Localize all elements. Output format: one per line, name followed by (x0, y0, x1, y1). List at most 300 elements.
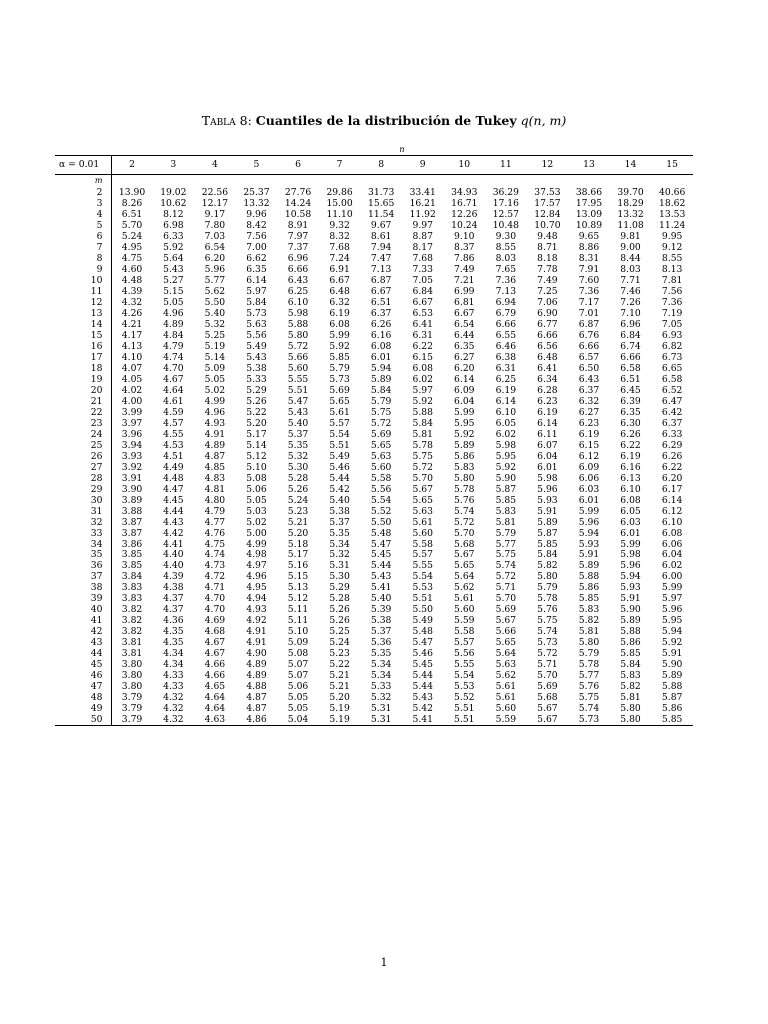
m-value-cell: 36 (55, 560, 111, 571)
quantile-cell: 4.05 (121, 373, 143, 385)
table-row (55, 692, 693, 703)
m-value-cell: 7 (55, 242, 111, 253)
quantile-cell: 11.92 (409, 208, 436, 220)
quantile-cell: 5.58 (412, 538, 433, 550)
quantile-cell: 5.05 (287, 703, 309, 715)
quantile-cell: 8.55 (495, 241, 517, 253)
quantile-cell: 6.25 (287, 285, 309, 297)
quantile-cell: 5.91 (537, 505, 558, 517)
quantile-cell: 4.55 (163, 428, 184, 440)
table-row (55, 264, 693, 275)
quantile-cell: 6.41 (537, 362, 558, 374)
quantile-cell: 5.74 (578, 703, 600, 715)
quantile-cell: 6.35 (246, 263, 267, 275)
quantile-cell: 5.34 (329, 538, 350, 550)
table-row (55, 396, 693, 407)
quantile-cell: 5.70 (495, 593, 517, 605)
quantile-cell: 6.27 (454, 351, 475, 363)
quantile-cell: 4.87 (204, 450, 226, 462)
quantile-cell: 33.41 (409, 187, 436, 198)
quantile-cell: 9.67 (370, 219, 392, 231)
quantile-cell: 7.49 (537, 274, 558, 286)
quantile-cell: 6.81 (454, 296, 475, 308)
quantile-cell: 8.13 (661, 263, 683, 275)
quantile-cell: 5.57 (454, 637, 475, 649)
quantile-cell: 6.46 (495, 340, 517, 352)
quantile-cell: 3.81 (121, 637, 143, 649)
quantile-cell: 6.99 (454, 285, 475, 297)
quantile-cell: 5.28 (329, 593, 350, 605)
quantile-cell: 5.54 (329, 428, 350, 440)
quantile-cell: 4.37 (163, 593, 184, 605)
quantile-cell: 5.22 (329, 659, 350, 671)
quantile-cell: 8.44 (620, 252, 641, 264)
quantile-cell: 7.56 (246, 230, 267, 242)
quantile-cell: 8.32 (329, 230, 350, 242)
quantile-cell: 5.80 (620, 703, 641, 715)
table-row (55, 506, 693, 517)
quantile-cell: 8.12 (163, 208, 184, 220)
m-value-cell: 27 (55, 462, 111, 473)
quantile-cell: 4.92 (246, 615, 267, 627)
quantile-cell: 6.96 (287, 252, 309, 264)
quantile-cell: 3.85 (121, 560, 143, 572)
quantile-cell: 9.96 (246, 208, 267, 220)
quantile-cell: 5.57 (329, 417, 350, 429)
quantile-cell: 6.52 (661, 384, 683, 396)
quantile-cell: 4.81 (204, 483, 226, 495)
quantile-cell: 5.93 (578, 538, 600, 550)
quantile-cell: 5.48 (412, 626, 433, 638)
quantile-cell: 4.32 (163, 692, 184, 704)
quantile-cell: 5.92 (454, 428, 475, 440)
quantile-cell: 5.85 (495, 494, 517, 506)
quantile-cell: 5.22 (246, 406, 267, 418)
quantile-cell: 5.66 (495, 626, 517, 638)
table-row (55, 429, 693, 440)
quantile-cell: 6.34 (537, 373, 558, 385)
quantile-cell: 9.10 (454, 230, 475, 242)
quantile-cell: 11.10 (326, 208, 353, 220)
quantile-cell: 4.90 (246, 648, 267, 660)
quantile-cell: 5.02 (246, 516, 267, 528)
quantile-cell: 6.10 (661, 516, 683, 528)
quantile-cell: 6.31 (495, 362, 517, 374)
quantile-cell: 5.99 (620, 538, 641, 550)
quantile-cell: 5.29 (246, 384, 267, 396)
quantile-cell: 7.25 (537, 285, 558, 297)
quantile-cell: 5.51 (444, 714, 486, 725)
n-header-cell: 13 (568, 156, 610, 175)
quantile-cell: 5.15 (163, 285, 184, 297)
quantile-cell: 5.05 (163, 296, 184, 308)
n-header-cell: 10 (444, 156, 486, 175)
table-row (55, 626, 693, 637)
quantile-cell: 5.96 (537, 483, 558, 495)
m-value-cell: 32 (55, 517, 111, 528)
quantile-cell: 8.55 (661, 252, 683, 264)
m-value-cell: 44 (55, 648, 111, 659)
m-value-cell: 47 (55, 681, 111, 692)
quantile-cell: 5.63 (412, 505, 433, 517)
quantile-cell: 7.21 (454, 274, 475, 286)
quantile-cell: 5.80 (578, 637, 600, 649)
quantile-cell: 5.14 (204, 351, 226, 363)
table-row (55, 637, 693, 648)
m-value-cell: 17 (55, 352, 111, 363)
quantile-cell: 6.08 (412, 362, 433, 374)
quantile-cell: 3.85 (121, 549, 143, 561)
quantile-cell: 17.16 (492, 197, 519, 209)
quantile-cell: 6.15 (412, 351, 433, 363)
quantile-cell: 5.06 (246, 483, 267, 495)
quantile-cell: 7.78 (537, 263, 558, 275)
quantile-cell: 4.74 (204, 549, 226, 561)
table-row (55, 440, 693, 451)
quantile-cell: 6.66 (287, 263, 309, 275)
quantile-cell: 6.58 (661, 373, 683, 385)
quantile-cell: 5.63 (370, 450, 392, 462)
quantile-cell: 5.75 (578, 692, 600, 704)
quantile-cell: 5.99 (454, 406, 475, 418)
quantile-cell: 4.70 (204, 604, 226, 616)
quantile-cell: 5.60 (370, 461, 392, 473)
quantile-cell: 5.64 (495, 648, 517, 660)
quantile-cell: 13.32 (243, 197, 270, 209)
quantile-cell: 5.95 (454, 417, 475, 429)
table-row (55, 648, 693, 659)
quantile-cell: 5.44 (370, 560, 392, 572)
quantile-cell: 4.61 (163, 395, 184, 407)
quantile-cell: 6.20 (204, 252, 226, 264)
quantile-cell: 5.39 (370, 604, 392, 616)
quantile-cell: 6.06 (661, 538, 683, 550)
quantile-cell: 5.73 (537, 637, 558, 649)
quantile-cell: 6.37 (578, 384, 600, 396)
quantile-cell: 3.92 (121, 461, 143, 473)
m-value-cell: 40 (55, 604, 111, 615)
quantile-cell: 6.11 (537, 428, 558, 440)
quantile-cell: 5.41 (402, 714, 444, 725)
quantile-cell: 7.94 (370, 241, 392, 253)
quantile-cell: 5.47 (370, 538, 392, 550)
quantile-cell: 7.97 (287, 230, 309, 242)
quantile-cell: 4.65 (204, 681, 226, 693)
n-header-cell: 11 (485, 156, 527, 175)
quantile-cell: 5.92 (495, 461, 517, 473)
quantile-cell: 7.86 (454, 252, 475, 264)
quantile-cell: 6.51 (370, 296, 392, 308)
quantile-cell: 7.60 (578, 274, 600, 286)
quantile-cell: 6.26 (620, 428, 641, 440)
quantile-cell: 5.81 (495, 516, 517, 528)
quantile-cell: 3.79 (111, 714, 153, 725)
quantile-cell: 4.71 (204, 582, 226, 594)
quantile-cell: 5.74 (537, 626, 558, 638)
m-value-cell: 38 (55, 582, 111, 593)
quantile-cell: 4.63 (194, 714, 236, 725)
table-row (55, 198, 693, 209)
quantile-cell: 5.82 (537, 560, 558, 572)
quantile-cell: 6.27 (578, 406, 600, 418)
quantile-cell: 5.83 (620, 670, 641, 682)
quantile-cell: 5.84 (620, 659, 641, 671)
quantile-cell: 5.11 (287, 604, 309, 616)
quantile-cell: 5.40 (204, 307, 226, 319)
quantile-cell: 4.70 (163, 362, 184, 374)
quantile-cell: 6.66 (537, 329, 558, 341)
quantile-cell: 5.69 (537, 681, 558, 693)
quantile-cell: 5.32 (370, 692, 392, 704)
quantile-cell: 5.90 (495, 472, 517, 484)
quantile-cell: 5.34 (370, 670, 392, 682)
m-value-cell: 2 (55, 187, 111, 198)
quantile-cell: 4.75 (204, 538, 226, 550)
quantile-cell: 5.79 (370, 395, 392, 407)
quantile-cell: 6.08 (620, 494, 641, 506)
quantile-cell: 3.82 (121, 615, 143, 627)
quantile-cell: 5.88 (620, 626, 641, 638)
quantile-cell: 5.78 (454, 483, 475, 495)
table-row (55, 681, 693, 692)
quantile-cell: 5.82 (578, 615, 600, 627)
quantile-cell: 6.54 (204, 241, 226, 253)
table-row (55, 659, 693, 670)
quantile-cell: 4.66 (204, 659, 226, 671)
quantile-cell: 8.18 (537, 252, 558, 264)
table-row (55, 352, 693, 363)
quantile-cell: 5.70 (412, 472, 433, 484)
quantile-cell: 5.91 (578, 549, 600, 561)
quantile-cell: 5.92 (163, 241, 184, 253)
quantile-cell: 5.85 (620, 648, 641, 660)
quantile-cell: 3.83 (121, 582, 143, 594)
quantile-cell: 4.87 (246, 692, 267, 704)
quantile-cell: 6.01 (620, 527, 641, 539)
quantile-cell: 17.95 (575, 197, 603, 209)
m-value-cell: 42 (55, 626, 111, 637)
quantile-cell: 4.86 (236, 714, 278, 725)
n-header-cell: 2 (111, 156, 153, 175)
quantile-cell: 6.50 (578, 362, 600, 374)
quantile-cell: 5.88 (578, 571, 600, 583)
quantile-cell: 5.73 (246, 307, 267, 319)
quantile-cell: 4.49 (163, 461, 184, 473)
quantile-cell: 4.99 (246, 538, 267, 550)
quantile-cell: 5.99 (578, 505, 600, 517)
quantile-cell: 19.02 (160, 187, 187, 198)
quantile-cell: 6.76 (578, 329, 600, 341)
quantile-cell: 6.02 (412, 373, 433, 385)
quantile-cell: 5.67 (412, 483, 433, 495)
quantile-cell: 5.23 (329, 648, 350, 660)
quantile-cell: 6.19 (578, 428, 600, 440)
quantile-cell: 5.43 (163, 263, 184, 275)
quantile-cell: 5.72 (287, 340, 309, 352)
quantile-cell: 4.89 (246, 659, 267, 671)
m-value-cell: 48 (55, 692, 111, 703)
quantile-cell: 5.42 (412, 703, 433, 715)
quantile-cell: 5.54 (370, 494, 392, 506)
quantile-cell: 5.59 (454, 615, 475, 627)
m-value-cell: 23 (55, 418, 111, 429)
quantile-cell: 9.30 (495, 230, 517, 242)
quantile-cell: 6.15 (578, 439, 600, 451)
quantile-cell: 4.60 (121, 263, 143, 275)
quantile-cell: 5.31 (360, 714, 402, 725)
m-variable-label: m (55, 175, 111, 188)
quantile-cell: 4.10 (121, 351, 143, 363)
quantile-cell: 6.14 (246, 274, 267, 286)
quantile-cell: 5.42 (329, 483, 350, 495)
quantile-cell: 5.32 (287, 450, 309, 462)
quantile-cell: 6.73 (661, 351, 683, 363)
quantile-cell: 7.91 (578, 263, 600, 275)
quantile-cell: 5.99 (661, 582, 683, 594)
quantile-cell: 5.72 (495, 571, 517, 583)
quantile-cell: 6.09 (454, 384, 475, 396)
quantile-cell: 5.37 (329, 516, 350, 528)
quantile-cell: 29.86 (326, 187, 353, 198)
quantile-cell: 16.71 (451, 197, 478, 209)
quantile-cell: 7.81 (661, 274, 683, 286)
quantile-cell: 6.67 (370, 285, 392, 297)
quantile-cell: 5.26 (329, 604, 350, 616)
quantile-cell: 4.88 (246, 681, 267, 693)
quantile-cell: 6.25 (495, 373, 517, 385)
quantile-cell: 5.96 (578, 516, 600, 528)
quantile-cell: 4.21 (121, 318, 143, 330)
m-value-cell: 39 (55, 593, 111, 604)
m-value-cell: 28 (55, 473, 111, 484)
quantile-cell: 5.19 (204, 340, 226, 352)
quantile-cell: 5.50 (412, 604, 433, 616)
quantile-cell: 6.82 (661, 340, 683, 352)
quantile-cell: 6.09 (578, 461, 600, 473)
quantile-cell: 3.83 (121, 593, 143, 605)
quantile-cell: 6.77 (537, 318, 558, 330)
quantile-cell: 6.04 (454, 395, 475, 407)
quantile-cell: 5.25 (204, 329, 226, 341)
table-row (55, 582, 693, 593)
quantile-cell: 5.24 (329, 637, 350, 649)
quantile-cell: 5.79 (329, 362, 350, 374)
quantile-cell: 6.23 (537, 395, 558, 407)
quantile-cell: 5.90 (661, 659, 683, 671)
n-header-cell: 15 (651, 156, 693, 175)
table-row (55, 528, 693, 539)
quantile-cell: 6.07 (537, 439, 558, 451)
quantile-cell: 5.33 (246, 373, 267, 385)
quantile-cell: 4.32 (121, 296, 143, 308)
quantile-cell: 22.56 (201, 187, 229, 198)
quantile-cell: 4.48 (121, 274, 143, 286)
quantile-cell: 4.43 (163, 516, 184, 528)
quantile-cell: 4.47 (163, 483, 184, 495)
quantile-cell: 4.98 (246, 549, 267, 561)
quantile-cell: 5.32 (329, 549, 350, 561)
quantile-cell: 6.02 (661, 560, 683, 572)
quantile-cell: 7.65 (495, 263, 517, 275)
quantile-cell: 5.49 (329, 450, 350, 462)
quantile-cell: 3.97 (121, 417, 143, 429)
quantile-cell: 6.28 (537, 384, 558, 396)
quantile-cell: 5.67 (537, 703, 558, 715)
table-row (55, 484, 693, 495)
m-value-cell: 15 (55, 330, 111, 341)
quantile-cell: 5.51 (329, 439, 350, 451)
quantile-cell: 5.98 (620, 549, 641, 561)
quantile-cell: 6.67 (454, 307, 475, 319)
quantile-cell: 4.45 (163, 494, 184, 506)
m-value-cell: 12 (55, 297, 111, 308)
table-row (55, 286, 693, 297)
m-value-cell: 3 (55, 198, 111, 209)
quantile-cell: 8.61 (370, 230, 392, 242)
quantile-cell: 5.24 (121, 230, 143, 242)
quantile-cell: 3.80 (121, 681, 143, 693)
quantile-cell: 31.73 (368, 187, 395, 198)
n-variable-label: n (399, 145, 405, 154)
quantile-cell: 4.69 (204, 615, 226, 627)
quantile-cell: 3.91 (121, 472, 143, 484)
quantile-cell: 5.06 (287, 681, 309, 693)
quantile-cell: 5.56 (246, 329, 267, 341)
quantile-cell: 5.99 (329, 329, 350, 341)
quantile-cell: 5.47 (287, 395, 309, 407)
quantile-cell: 5.64 (454, 571, 475, 583)
quantile-cell: 38.66 (575, 187, 603, 198)
quantile-cell: 4.83 (204, 472, 226, 484)
quantile-cell: 4.35 (163, 626, 184, 638)
quantile-cell: 8.42 (246, 219, 267, 231)
quantile-cell: 5.41 (370, 582, 392, 594)
quantile-cell: 6.16 (370, 329, 392, 341)
quantile-cell: 4.13 (121, 340, 143, 352)
quantile-cell: 5.12 (287, 593, 309, 605)
quantile-cell: 5.84 (370, 384, 392, 396)
quantile-cell: 4.74 (163, 351, 184, 363)
quantile-cell: 13.90 (118, 187, 146, 198)
table-row (55, 549, 693, 560)
quantile-cell: 11.54 (368, 208, 395, 220)
quantile-cell: 5.95 (495, 450, 517, 462)
table-row (55, 330, 693, 341)
table-body (55, 187, 693, 726)
quantile-cell: 5.00 (246, 527, 267, 539)
quantile-cell: 10.24 (451, 219, 478, 231)
quantile-cell: 4.32 (163, 703, 184, 715)
quantile-cell: 9.81 (620, 230, 641, 242)
m-value-cell: 8 (55, 253, 111, 264)
quantile-cell: 3.87 (121, 516, 143, 528)
quantile-cell: 3.79 (121, 692, 143, 704)
quantile-cell: 5.54 (454, 670, 475, 682)
quantile-cell: 3.90 (121, 483, 143, 495)
quantile-cell: 40.66 (659, 187, 686, 198)
quantile-cell: 6.48 (537, 351, 558, 363)
quantile-cell: 7.37 (287, 241, 309, 253)
quantile-cell: 5.75 (537, 615, 558, 627)
quantile-cell: 36.29 (492, 187, 519, 198)
quantile-cell: 4.34 (163, 659, 184, 671)
quantile-cell: 7.36 (495, 274, 517, 286)
quantile-cell: 5.79 (495, 527, 517, 539)
quantile-cell: 4.96 (204, 406, 226, 418)
quantile-cell: 5.61 (495, 681, 517, 693)
quantile-cell: 3.81 (121, 648, 143, 660)
quantile-cell: 9.65 (578, 230, 600, 242)
